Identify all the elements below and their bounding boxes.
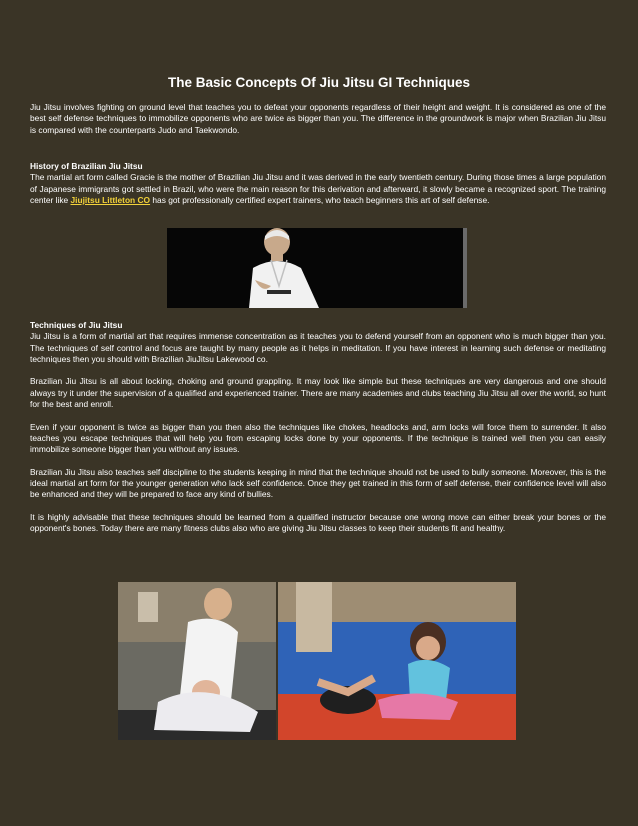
techniques-paragraph: Jiu Jitsu is a form of martial art that requires immense concentration as it teaches you to defend yourself from an opponent who is much bigger than you. The techniques of self control and focus are taught by many people as it helps in meditation. If you have interest in learning such defense or meditating techniques then you should with Brazilian JiuJitsu Lakewood co. [30, 331, 606, 364]
history-paragraph: The martial art form called Gracie is the mother of Brazilian Jiu Jitsu and it was derived in the early twentieth century. During those times a large population of Japanese immigrants got settled in Brazil, who were the main reason for this derivation and afterward, it slowly became a recognized sport. The training center like Jiujitsu Littleton CO has got professionally certified expert trainers, who teach beginners this art of self defense. [30, 172, 606, 205]
techniques-paragraph: Brazilian Jiu Jitsu is all about locking, choking and ground grappling. It may look like simple but these techniques are very dangerous and one should always try it under the supervision of a qualified and experienced trainer. There are many academies and clubs teaching Jiu Jitsu all over the world, so hunt for the best and enroll. [30, 376, 606, 410]
history-heading: History of Brazilian Jiu Jitsu [30, 161, 143, 171]
techniques-paragraph: It is highly advisable that these techniques should be learned from a qualified instructor because one wrong move can either break your bones or the opponent's bones. Today there are many fitness clubs also who are giving Jiu Jitsu classes to keep their students fit and healthy. [30, 512, 606, 534]
master-photo-graphic [167, 228, 467, 308]
littleton-link[interactable]: Jiujitsu Littleton CO [70, 194, 151, 205]
techniques-section [30, 320, 606, 535]
elderly-martial-arts-master-photo [167, 228, 467, 308]
girls-grappling-photo [278, 582, 516, 740]
children-grappling-photo [118, 582, 516, 740]
intro-paragraph: Jiu Jitsu involves fighting on ground level that teaches you to defeat your opponents regardless of their height and weight. It is considered as one of the best self defense techniques to immobilize opponents who are twice as bigger than you. The difference in the groundwork is major when Brazilian Jiu Jitsu is compared with the counterparts Judo and Taekwondo. [30, 102, 606, 135]
child-gi-photo [118, 582, 276, 740]
page-title: The Basic Concepts Of Jiu Jitsu GI Techniques [167, 75, 471, 90]
history-section [30, 161, 606, 206]
techniques-paragraph: Brazilian Jiu Jitsu also teaches self discipline to the students keeping in mind that the technique should not be used to bully someone. Moreover, this is the ideal martial art form for the younger generation who lack self confidence. Once they get trained in this form of self defense, their confidence level will also be enhanced and they will be prepared to face any kind of bullies. [30, 466, 606, 500]
techniques-heading: Techniques of Jiu Jitsu [30, 320, 123, 330]
techniques-paragraph: Even if your opponent is twice as bigger than you then also the techniques like chokes, headlocks and, arm locks will force them to surrender. It also teaches you escape techniques that will help you from escaping locks done by your opponents. If the technique is trained well then you can easily immobilize someone bigger than you without any issues. [30, 421, 606, 455]
